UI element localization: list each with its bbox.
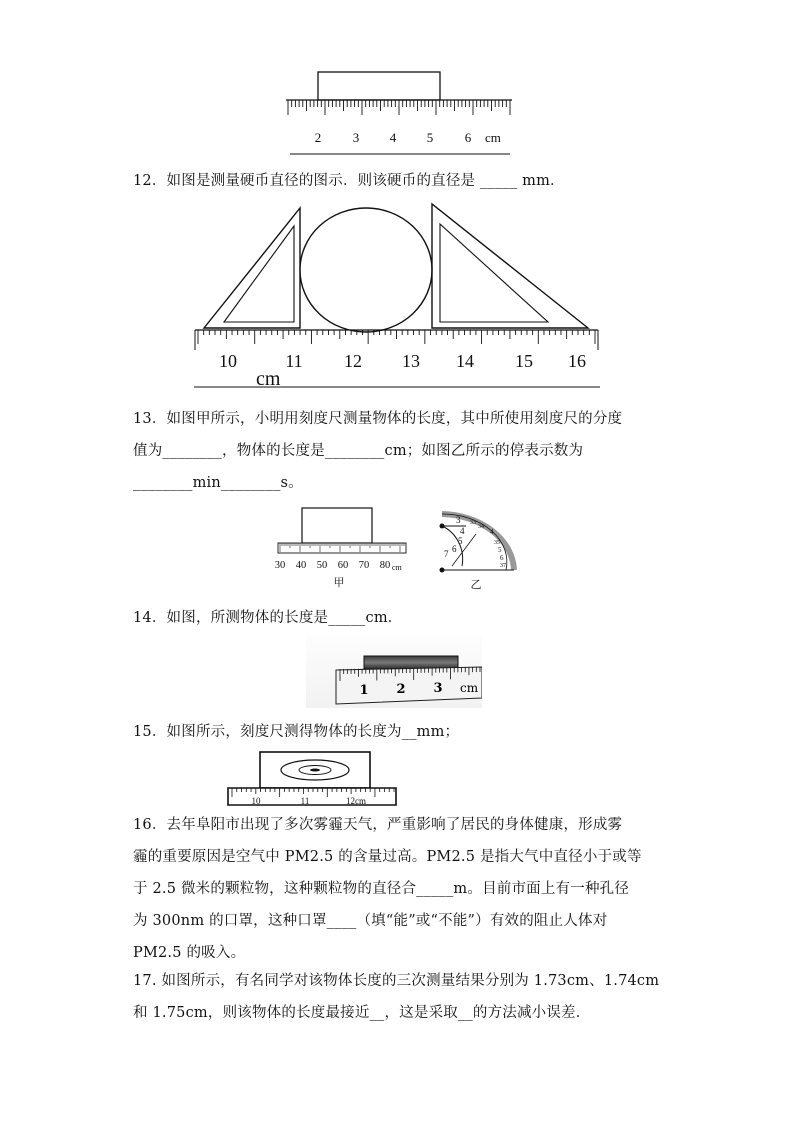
question-17-line1: 17. 如图所示，有名同学对该物体长度的三次测量结果分别为 1.73cm、1.74cm bbox=[133, 973, 660, 989]
question-17-line2: 和 1.75cm，则该物体的长度最接近__，这是采取__的方法减小误差． bbox=[133, 1005, 591, 1021]
tick-label: 15 bbox=[515, 351, 533, 371]
unit-label: cm bbox=[256, 368, 281, 390]
coin bbox=[300, 208, 432, 332]
svg-text:6: 6 bbox=[452, 544, 457, 554]
tick-label: 4 bbox=[389, 130, 397, 145]
figure-caption-yi: 乙 bbox=[470, 579, 482, 591]
tick-label: 11 bbox=[300, 796, 310, 806]
tick-label: 1 bbox=[359, 683, 369, 698]
unit-label: cm bbox=[485, 130, 501, 145]
figure-caption-jia: 甲 bbox=[333, 577, 345, 589]
tick-label: 13 bbox=[402, 351, 420, 371]
tick-label: 2 bbox=[396, 682, 406, 697]
tick-label: 10 bbox=[219, 351, 237, 371]
tick-label: 50 bbox=[316, 560, 328, 571]
svg-text:5: 5 bbox=[458, 536, 463, 546]
tick-label: 12cm bbox=[346, 796, 366, 806]
tick-label: 11 bbox=[285, 351, 303, 371]
tick-label: 12 bbox=[344, 351, 362, 371]
question-16-line2: 霾的重要原因是空气中 PM2.5 的含量过高。PM2.5 是指大气中直径小于或等 bbox=[133, 849, 642, 865]
svg-text:5: 5 bbox=[498, 546, 502, 554]
question-13-line2: 值为________，物体的长度是________cm；如图乙所示的停表示数为 bbox=[133, 443, 584, 459]
question-12-text: 12．如图是测量硬币直径的图示．则该硬币的直径是 _____ mm． bbox=[133, 173, 565, 189]
right-set-square bbox=[432, 204, 588, 328]
measured-block bbox=[318, 72, 440, 100]
tick-label: 40 bbox=[295, 560, 307, 571]
svg-text:37: 37 bbox=[500, 563, 506, 569]
tick-label: 2 bbox=[314, 130, 322, 145]
question-16-line5: PM2.5 的吸入。 bbox=[133, 945, 246, 961]
tick-label: 5 bbox=[426, 130, 434, 145]
tick-label: 30 bbox=[274, 560, 286, 571]
left-set-square bbox=[204, 208, 300, 328]
question-16-line4: 为 300nm 的口罩，这种口罩____（填“能”或“不能”）有效的阻止人体对 bbox=[133, 913, 608, 929]
measured-object bbox=[364, 656, 458, 669]
question-13-line1: 13．如图甲所示，小明用刻度尺测量物体的长度，其中所使用刻度尺的分度 bbox=[133, 411, 623, 427]
ruler-figure-15 bbox=[224, 750, 400, 808]
tick-label: 16 bbox=[568, 351, 586, 371]
question-16-line1: 16．去年阜阳市出现了多次雾霾天气，严重影响了居民的身体健康，形成雾 bbox=[133, 817, 623, 833]
tick-label: 3 bbox=[433, 681, 443, 696]
svg-text:34: 34 bbox=[478, 524, 484, 530]
tick-label: 60 bbox=[337, 560, 349, 571]
ruler-photo-14 bbox=[306, 636, 482, 708]
tick-label: 6 bbox=[464, 130, 472, 145]
question-15-text: 15．如图所示，刻度尺测得物体的长度为__mm； bbox=[133, 724, 460, 740]
ruler-figure-jia bbox=[268, 504, 418, 594]
measured-object bbox=[302, 508, 372, 543]
unit-label: cm bbox=[392, 563, 402, 572]
tick-label: 14 bbox=[456, 351, 474, 371]
svg-text:4: 4 bbox=[460, 526, 465, 536]
svg-text:35: 35 bbox=[494, 540, 500, 546]
stopwatch-figure-yi bbox=[432, 504, 522, 594]
unit-label: cm bbox=[460, 681, 479, 695]
svg-text:6: 6 bbox=[500, 554, 504, 562]
ruler-figure-top bbox=[280, 66, 520, 158]
question-14-text: 14．如图，所测物体的长度是_____cm． bbox=[133, 610, 403, 626]
tick-label: 3 bbox=[352, 130, 360, 145]
tick-label: 10 bbox=[251, 796, 261, 806]
svg-text:4: 4 bbox=[490, 528, 494, 536]
svg-text:3: 3 bbox=[456, 515, 461, 525]
tick-label: 80 bbox=[379, 560, 391, 571]
question-16-line3: 于 2.5 微米的颗粒物，这种颗粒物的直径合_____m。目前市面上有一种孔径 bbox=[133, 881, 630, 897]
svg-text:33: 33 bbox=[470, 520, 476, 526]
question-13-line3: ________min________s。 bbox=[133, 475, 303, 491]
svg-text:7: 7 bbox=[444, 549, 449, 559]
tick-label: 70 bbox=[358, 560, 370, 571]
coin-ruler-figure bbox=[190, 200, 602, 392]
